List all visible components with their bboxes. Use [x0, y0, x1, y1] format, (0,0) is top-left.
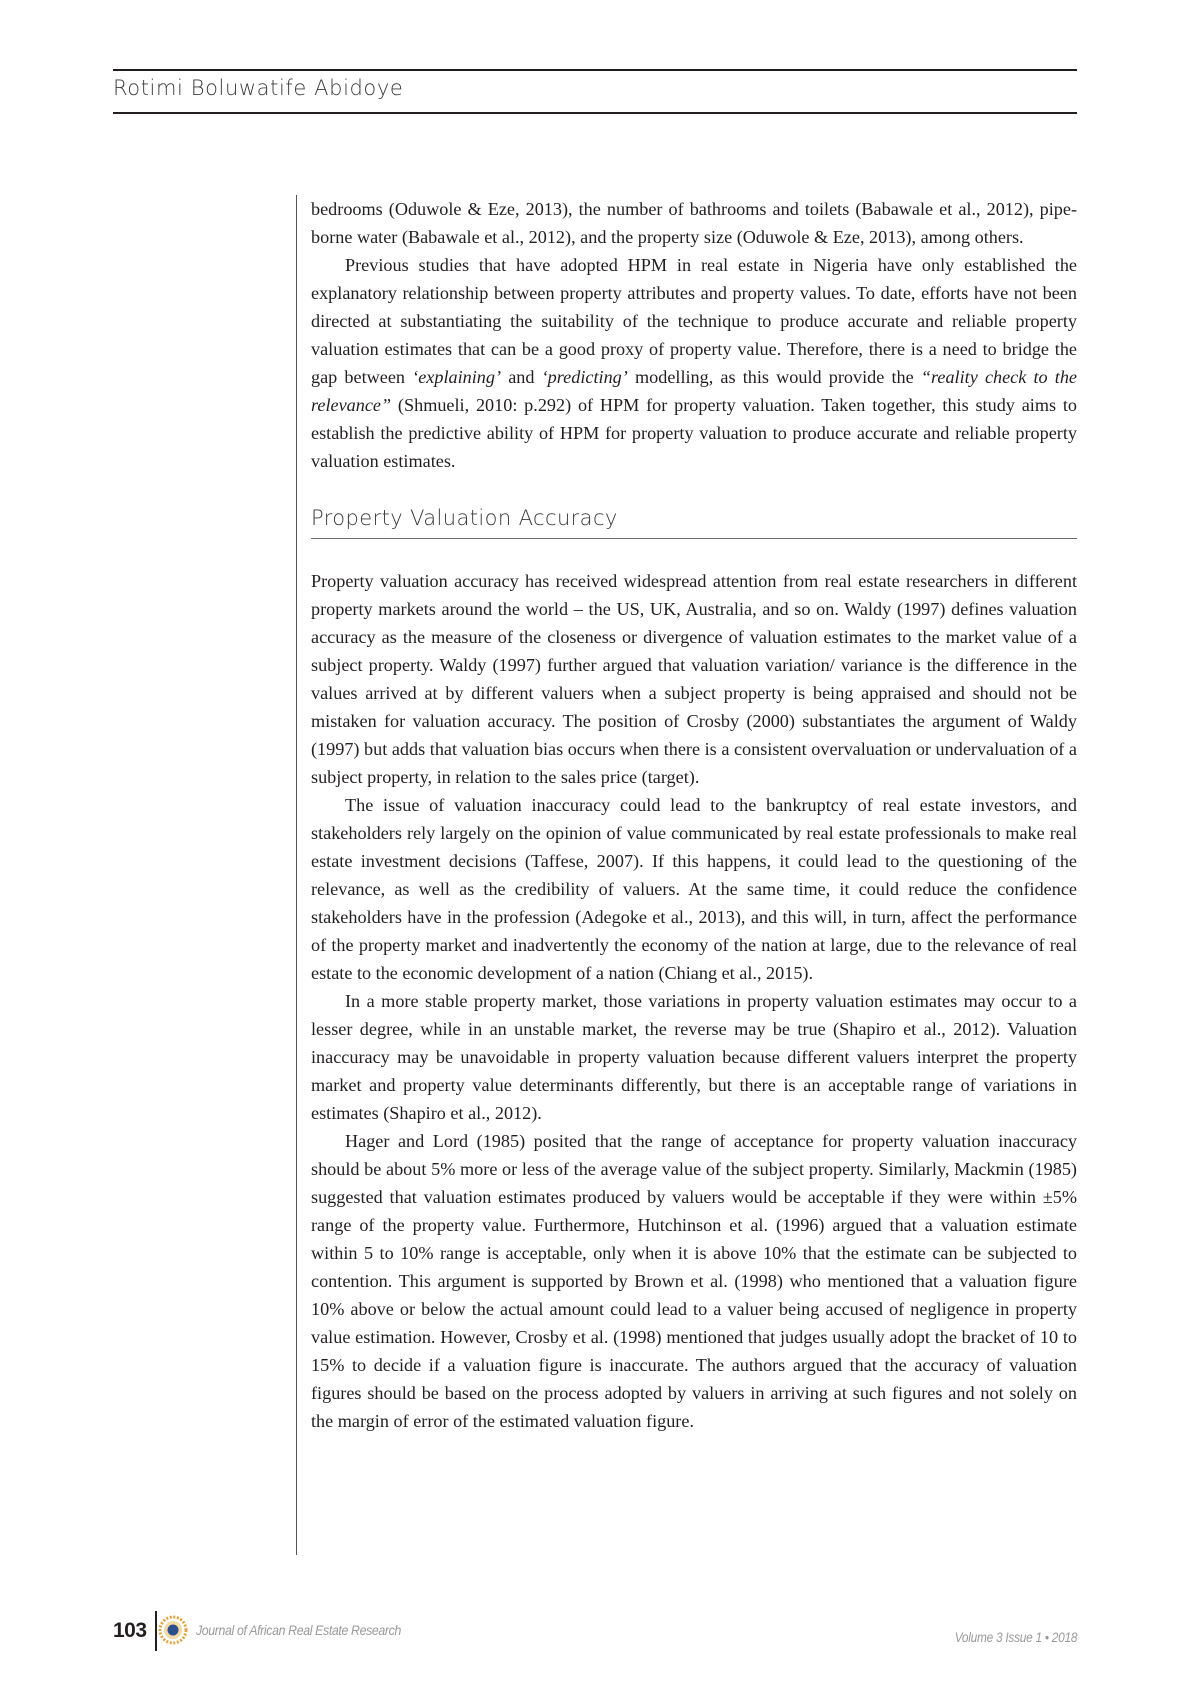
header-bottom-rule [113, 112, 1077, 114]
footer-divider [155, 1611, 157, 1651]
paragraph-6: Hager and Lord (1985) posited that the range of acceptance for property valuation inaccuracy should be about 5% more or less of the average value of the subject property. Similarly, Mackmin (1985) suggested that valuation estimates produced by valuers would be acceptable if they were within ±5% range of the property value. Furthermore, Hutchinson et al. (1996) argued that a valuation estimate within 5 to 10% range is acceptable, only when it is above 10% that the estimate can be subjected to contention. This argument is supported by Brown et al. (1998) who mentioned that a valuation figure 10% above or below the actual amount could lead to a valuer being accused of negligence in property value estimation. However, Crosby et al. (1998) mentioned that judges usually adopt the bracket of 10 to 15% to decide if a valuation figure is inaccurate. The authors argued that the accuracy of valuation figures should be based on the process adopted by valuers in arriving at such figures and not solely on the margin of error of the estimated valuation figure. [311, 1131, 1077, 1431]
paragraph-2-part-4: (Shmueli, 2010: p.292) of HPM for property valuation. Taken together, this study aims to establish the predictive ability of HPM for property valuation to produce accurate and reliable property valuation estimates. [311, 395, 1077, 471]
paragraph-2 [311, 251, 1077, 475]
paragraph-3: Property valuation accuracy has received widespread attention from real estate researchers in different property markets around the world – the US, UK, Australia, and so on. Waldy (1997) defines valuation accuracy as the measure of the closeness or divergence of valuation estimates to the market value of a subject property. Waldy (1997) further argued that valuation variation/ variance is the difference in the values arrived at by different valuers when a subject property is being appraised and should not be mistaken for valuation accuracy. The position of Crosby (2000) substantiates the argument of Waldy (1997) but adds that valuation bias occurs when there is a consistent overvaluation or undervaluation of a subject property, in relation to the sales price (target). [311, 571, 1077, 787]
journal-title: Journal of African Real Estate Research [196, 1622, 401, 1638]
header-top-rule [113, 69, 1077, 71]
paragraph-4: The issue of valuation inaccuracy could lead to the bankruptcy of real estate investors, and stakeholders rely largely on the opinion of value communicated by real estate professionals to make real estate investment decisions (Taffese, 2007). If this happens, it could lead to the questioning of the relevance, as well as the credibility of valuers. At the same time, it could reduce the confidence stakeholders have in the profession (Adegoke et al., 2013), and this will, in turn, affect the performance of the property market and inadvertently the economy of the nation at large, due to the relevance of real estate to the economic development of a nation (Chiang et al., 2015). [311, 795, 1077, 983]
paragraph-5: In a more stable property market, those variations in property valuation estimates may occur to a lesser degree, while in an unstable market, the reverse may be true (Shapiro et al., 2012). Valuation inaccuracy may be unavoidable in property valuation because different valuers interpret the property market and property value determinants differently, but there is an acceptable range of variations in estimates (Shapiro et al., 2012). [311, 991, 1077, 1123]
text-margin-bar [296, 195, 297, 1555]
running-header-author: Rotimi Boluwatife Abidoye [113, 76, 404, 100]
journal-logo-icon [158, 1615, 188, 1645]
paragraph-2-part-1: Previous studies that have adopted HPM in real estate in Nigeria have only established the explanatory relationship between property attributes and property values. To date, efforts have not been directed at substantiating the suitability of the technique to produce accurate and reliable property valuation estimates that can be a good proxy of property value. Therefore, there is a need to bridge the gap between [311, 255, 1077, 387]
term-explaining: ‘explaining’ [412, 367, 502, 387]
paragraph-2-part-3: modelling, as this would provide the [627, 367, 921, 387]
page-number: 103 [113, 1619, 147, 1642]
quote-reality-check: “reality check to the relevance” [311, 367, 1077, 415]
article-body [311, 195, 1077, 1435]
term-predicting: ‘predicting’ [541, 367, 628, 387]
paragraph-2-part-2: and [501, 367, 542, 387]
paragraph-1: bedrooms (Oduwole & Eze, 2013), the number of bathrooms and toilets (Babawale et al., 2012), pipe-borne water (Babawale et al., 2012), and the property size (Oduwole & Eze, 2013), among others. [311, 199, 1077, 247]
section-heading: Property Valuation Accuracy [311, 503, 1077, 539]
volume-issue: Volume 3 Issue 1 • 2018 [954, 1630, 1077, 1645]
